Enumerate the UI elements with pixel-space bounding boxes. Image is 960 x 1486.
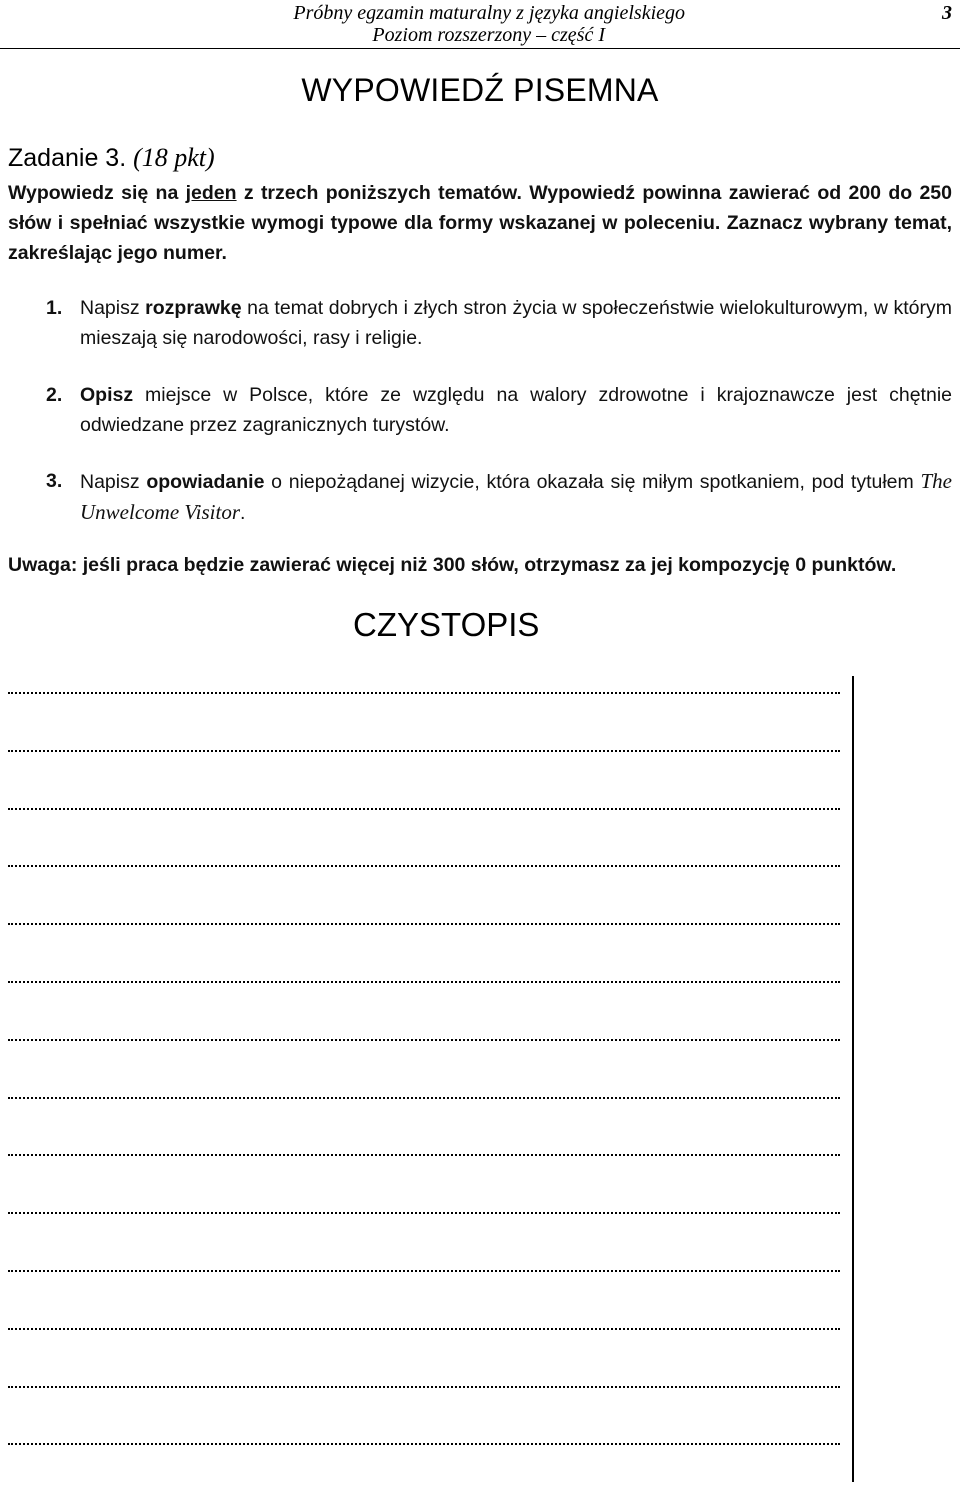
topic-text-pre: Napisz	[80, 471, 147, 493]
topic-text-pre: Napisz	[80, 297, 146, 319]
exam-level: Poziom rozszerzony – część I	[372, 24, 605, 46]
topic-2[interactable]	[46, 380, 952, 440]
writing-line[interactable]	[8, 853, 840, 867]
instructions-underlined-word: jeden	[185, 182, 237, 204]
topic-form: rozprawkę	[145, 297, 242, 319]
topic-number[interactable]: 3.	[46, 470, 63, 492]
writing-line[interactable]	[8, 1316, 840, 1330]
writing-line[interactable]	[8, 1258, 840, 1272]
topic-text-post: miejsce w Polsce, które ze względu na walory zdrowotne i krajoznawcze jest chętnie odwiedzane przez zagranicznych turystów.	[80, 384, 952, 436]
exam-title: Próbny egzamin maturalny z języka angielskiego	[293, 2, 685, 24]
topic-form: Opisz	[80, 384, 134, 406]
writing-line[interactable]	[8, 738, 840, 752]
writing-line[interactable]	[8, 796, 840, 810]
clean-copy-heading: CZYSTOPIS	[353, 606, 540, 643]
topic-number[interactable]: 2.	[46, 384, 63, 406]
task-heading	[8, 143, 215, 173]
instructions-part-b: z trzech poniższych tematów. Wypowiedź powinna zawierać od 200 do 250 słów i spełniać wszystkie wymogi typowe dla formy wskazanej w poleceniu. Zaznacz wybrany temat, zakreślając jego numer.	[8, 182, 952, 264]
writing-line[interactable]	[8, 1374, 840, 1388]
writing-line[interactable]	[8, 1431, 840, 1445]
writing-line[interactable]	[8, 1142, 840, 1156]
writing-line[interactable]	[8, 680, 840, 694]
topic-form: opowiadanie	[146, 471, 265, 493]
topic-number[interactable]: 1.	[46, 297, 63, 319]
writing-line[interactable]	[8, 1027, 840, 1041]
page-number: 3	[942, 2, 952, 24]
writing-line[interactable]	[8, 969, 840, 983]
topic-text-end: .	[240, 502, 246, 524]
section-title: WYPOWIEDŹ PISEMNA	[301, 72, 659, 108]
topic-3[interactable]	[46, 466, 952, 528]
writing-line[interactable]	[8, 1085, 840, 1099]
topic-text-post: na temat dobrych i złych stron życia w społeczeństwie wielokulturowym, w którym mieszają się narodowości, rasy i religie.	[80, 297, 952, 349]
task-points: (18 pkt)	[133, 143, 215, 172]
writing-line[interactable]	[8, 911, 840, 925]
story-title: The Unwelcome Visitor	[80, 469, 952, 524]
margin-rule	[852, 676, 854, 1482]
task-label: Zadanie 3.	[8, 144, 127, 172]
topic-text-post: o niepożądanej wizycie, która okazała się miłym spotkaniem, pod tytułem	[264, 471, 921, 493]
page-header	[0, 0, 960, 49]
topic-1[interactable]	[46, 293, 952, 353]
word-limit-note: Uwaga: jeśli praca będzie zawierać więcej niż 300 słów, otrzymasz za jej kompozycję 0 punktów.	[8, 554, 897, 576]
task-instructions	[8, 178, 952, 268]
writing-line[interactable]	[8, 1200, 840, 1214]
instructions-part-a: Wypowiedz się na	[8, 182, 186, 204]
